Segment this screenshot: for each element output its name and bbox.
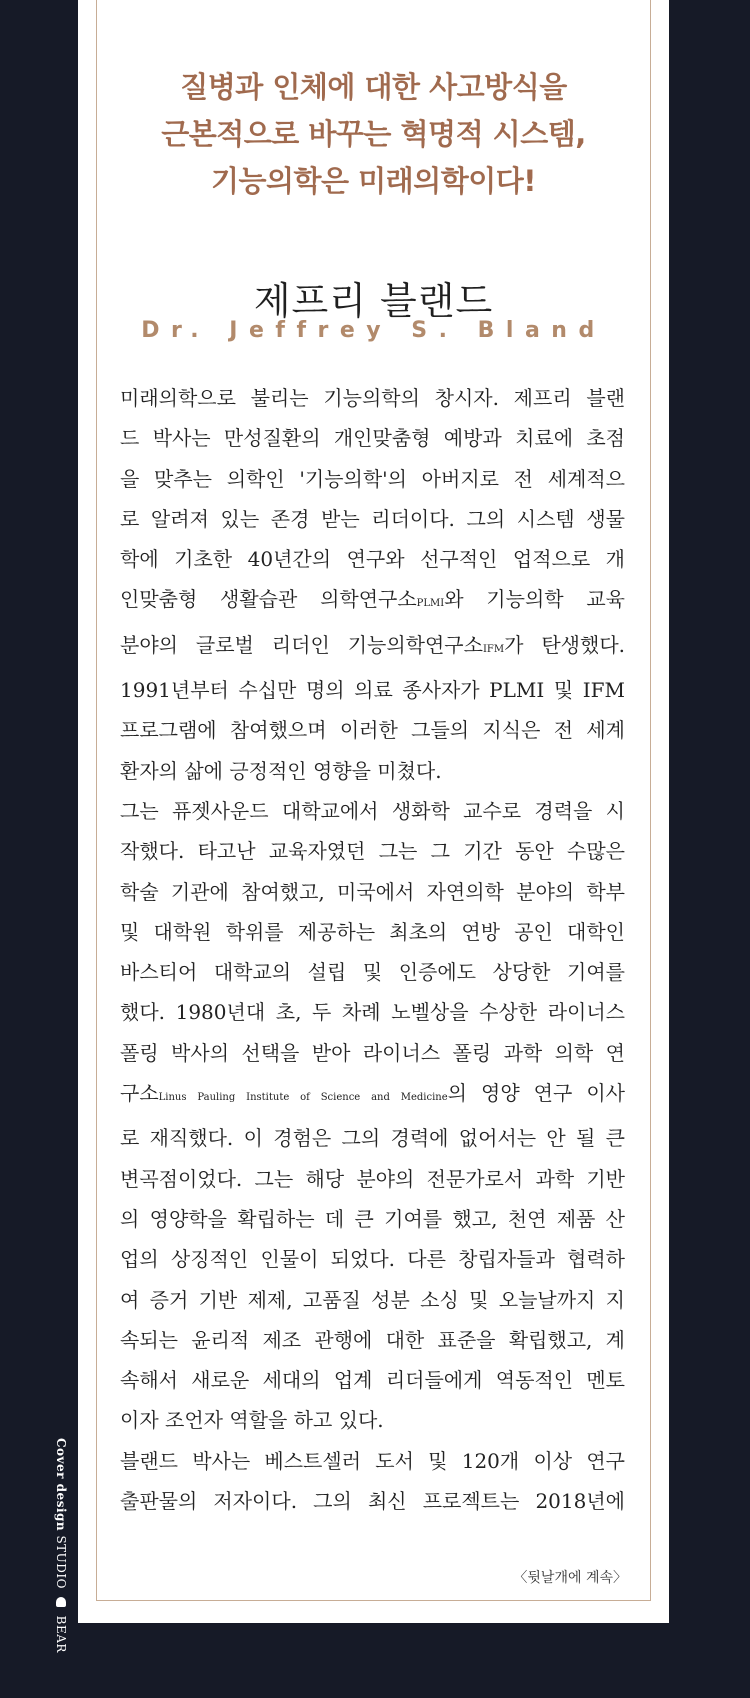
bio-subscript-label: Linus Pauling Institute of Science and Medicine bbox=[158, 1092, 448, 1104]
author-biography bbox=[120, 378, 625, 1521]
bio-line: 학술 기관에 참여했고, 미국에서 자연의학 분야의 학부 bbox=[120, 879, 625, 904]
bio-line: 로 재직했다. 이 경험은 그의 경력에 없어서는 안 될 큰 bbox=[120, 1126, 625, 1151]
book-flap-page bbox=[78, 0, 669, 1623]
bio-line: 을 맞추는 의학인 '기능의학'의 아버지로 전 세계적으 bbox=[120, 466, 625, 491]
bio-line bbox=[120, 625, 625, 670]
headline-line-2: 근본적으로 바꾸는 혁명적 시스템, bbox=[161, 117, 586, 151]
bio-line: 1991년부터 수십만 명의 의료 종사자가 PLMI 및 IFM bbox=[120, 678, 625, 703]
author-name-korean: 제프리 블랜드 bbox=[253, 279, 494, 323]
bio-line: 블랜드 박사는 베스트셀러 도서 및 120개 이상 연구 bbox=[120, 1448, 625, 1473]
bio-line: 작했다. 타고난 교육자였던 그는 그 기간 동안 수많은 bbox=[120, 839, 625, 864]
bio-line bbox=[120, 1073, 625, 1118]
bio-line bbox=[120, 579, 625, 624]
bio-subscript-label: IFM bbox=[482, 643, 505, 655]
bio-line: 했다. 1980년대 초, 두 차례 노벨상을 수상한 라이너스 bbox=[120, 1000, 625, 1025]
bio-line: 출판물의 저자이다. 그의 최신 프로젝트는 2018년에 bbox=[120, 1489, 625, 1514]
credit-prefix: Cover design bbox=[54, 1438, 68, 1532]
bio-text: 와 기능의학 교육 bbox=[444, 587, 625, 612]
bio-line: 로 알려져 있는 존경 받는 리더이다. 그의 시스템 생물 bbox=[120, 506, 625, 531]
bio-text: 의 영양 연구 이사 bbox=[447, 1081, 625, 1106]
bio-line: 여 증거 기반 제제, 고품질 성분 소싱 및 오늘날까지 지 bbox=[120, 1287, 625, 1312]
bio-line: 바스티어 대학교의 설립 및 인증에도 상당한 기여를 bbox=[120, 960, 625, 985]
bear-logo-icon bbox=[56, 1597, 66, 1607]
cover-design-credit bbox=[54, 1438, 68, 1653]
bio-line: 미래의학으로 불리는 기능의학의 창시자. 제프리 블랜 bbox=[120, 386, 625, 410]
author-name-english: Dr. Jeffrey S. Bland bbox=[141, 318, 606, 343]
bio-line: 및 대학원 학위를 제공하는 최초의 연방 공인 대학인 bbox=[120, 919, 625, 944]
bio-line: 의 영양학을 확립하는 데 큰 기여를 했고, 천연 제품 산 bbox=[120, 1206, 625, 1231]
bio-line: 이자 조언자 역할을 하고 있다. bbox=[120, 1408, 384, 1433]
continued-note: 〈뒷날개에 계속〉 bbox=[513, 1570, 627, 1586]
bio-text: 구소 bbox=[120, 1081, 159, 1106]
bio-line: 프로그램에 참여했으며 이러한 그들의 지식은 전 세계 bbox=[120, 718, 625, 743]
bio-text: 인맞춤형 생활습관 의학연구소 bbox=[120, 587, 417, 612]
headline-line-3: 기능의학은 미래의학이다! bbox=[211, 164, 536, 198]
bio-line: 드 박사는 만성질환의 개인맞춤형 예방과 치료에 초점 bbox=[120, 426, 625, 451]
bio-line: 그는 퓨젯사운드 대학교에서 생화학 교수로 경력을 시 bbox=[120, 798, 625, 823]
bio-line: 변곡점이었다. 그는 해당 분야의 전문가로서 과학 기반 bbox=[120, 1166, 625, 1191]
bio-line: 업의 상징적인 인물이 되었다. 다른 창립자들과 협력하 bbox=[120, 1247, 625, 1272]
bio-line: 환자의 삶에 긍정적인 영향을 미쳤다. bbox=[120, 758, 442, 783]
headline-line-1: 질병과 인체에 대한 사고방식을 bbox=[180, 70, 567, 104]
headline bbox=[78, 64, 669, 205]
bio-line: 속해서 새로운 세대의 업계 리더들에게 역동적인 멘토 bbox=[120, 1368, 625, 1393]
bio-subscript-label: PLMI bbox=[416, 598, 445, 610]
bio-text: 분야의 글로벌 리더인 기능의학연구소 bbox=[120, 632, 483, 657]
credit-name: BEAR bbox=[54, 1615, 68, 1653]
bio-line: 학에 기초한 40년간의 연구와 선구적인 업적으로 개 bbox=[120, 547, 625, 572]
bio-line: 속되는 윤리적 제조 관행에 대한 표준을 확립했고, 계 bbox=[120, 1327, 625, 1352]
bio-line: 폴링 박사의 선택을 받아 라이너스 폴링 과학 의학 연 bbox=[120, 1040, 625, 1065]
credit-studio: STUDIO bbox=[54, 1535, 68, 1589]
bio-text: 가 탄생했다. bbox=[504, 632, 625, 657]
